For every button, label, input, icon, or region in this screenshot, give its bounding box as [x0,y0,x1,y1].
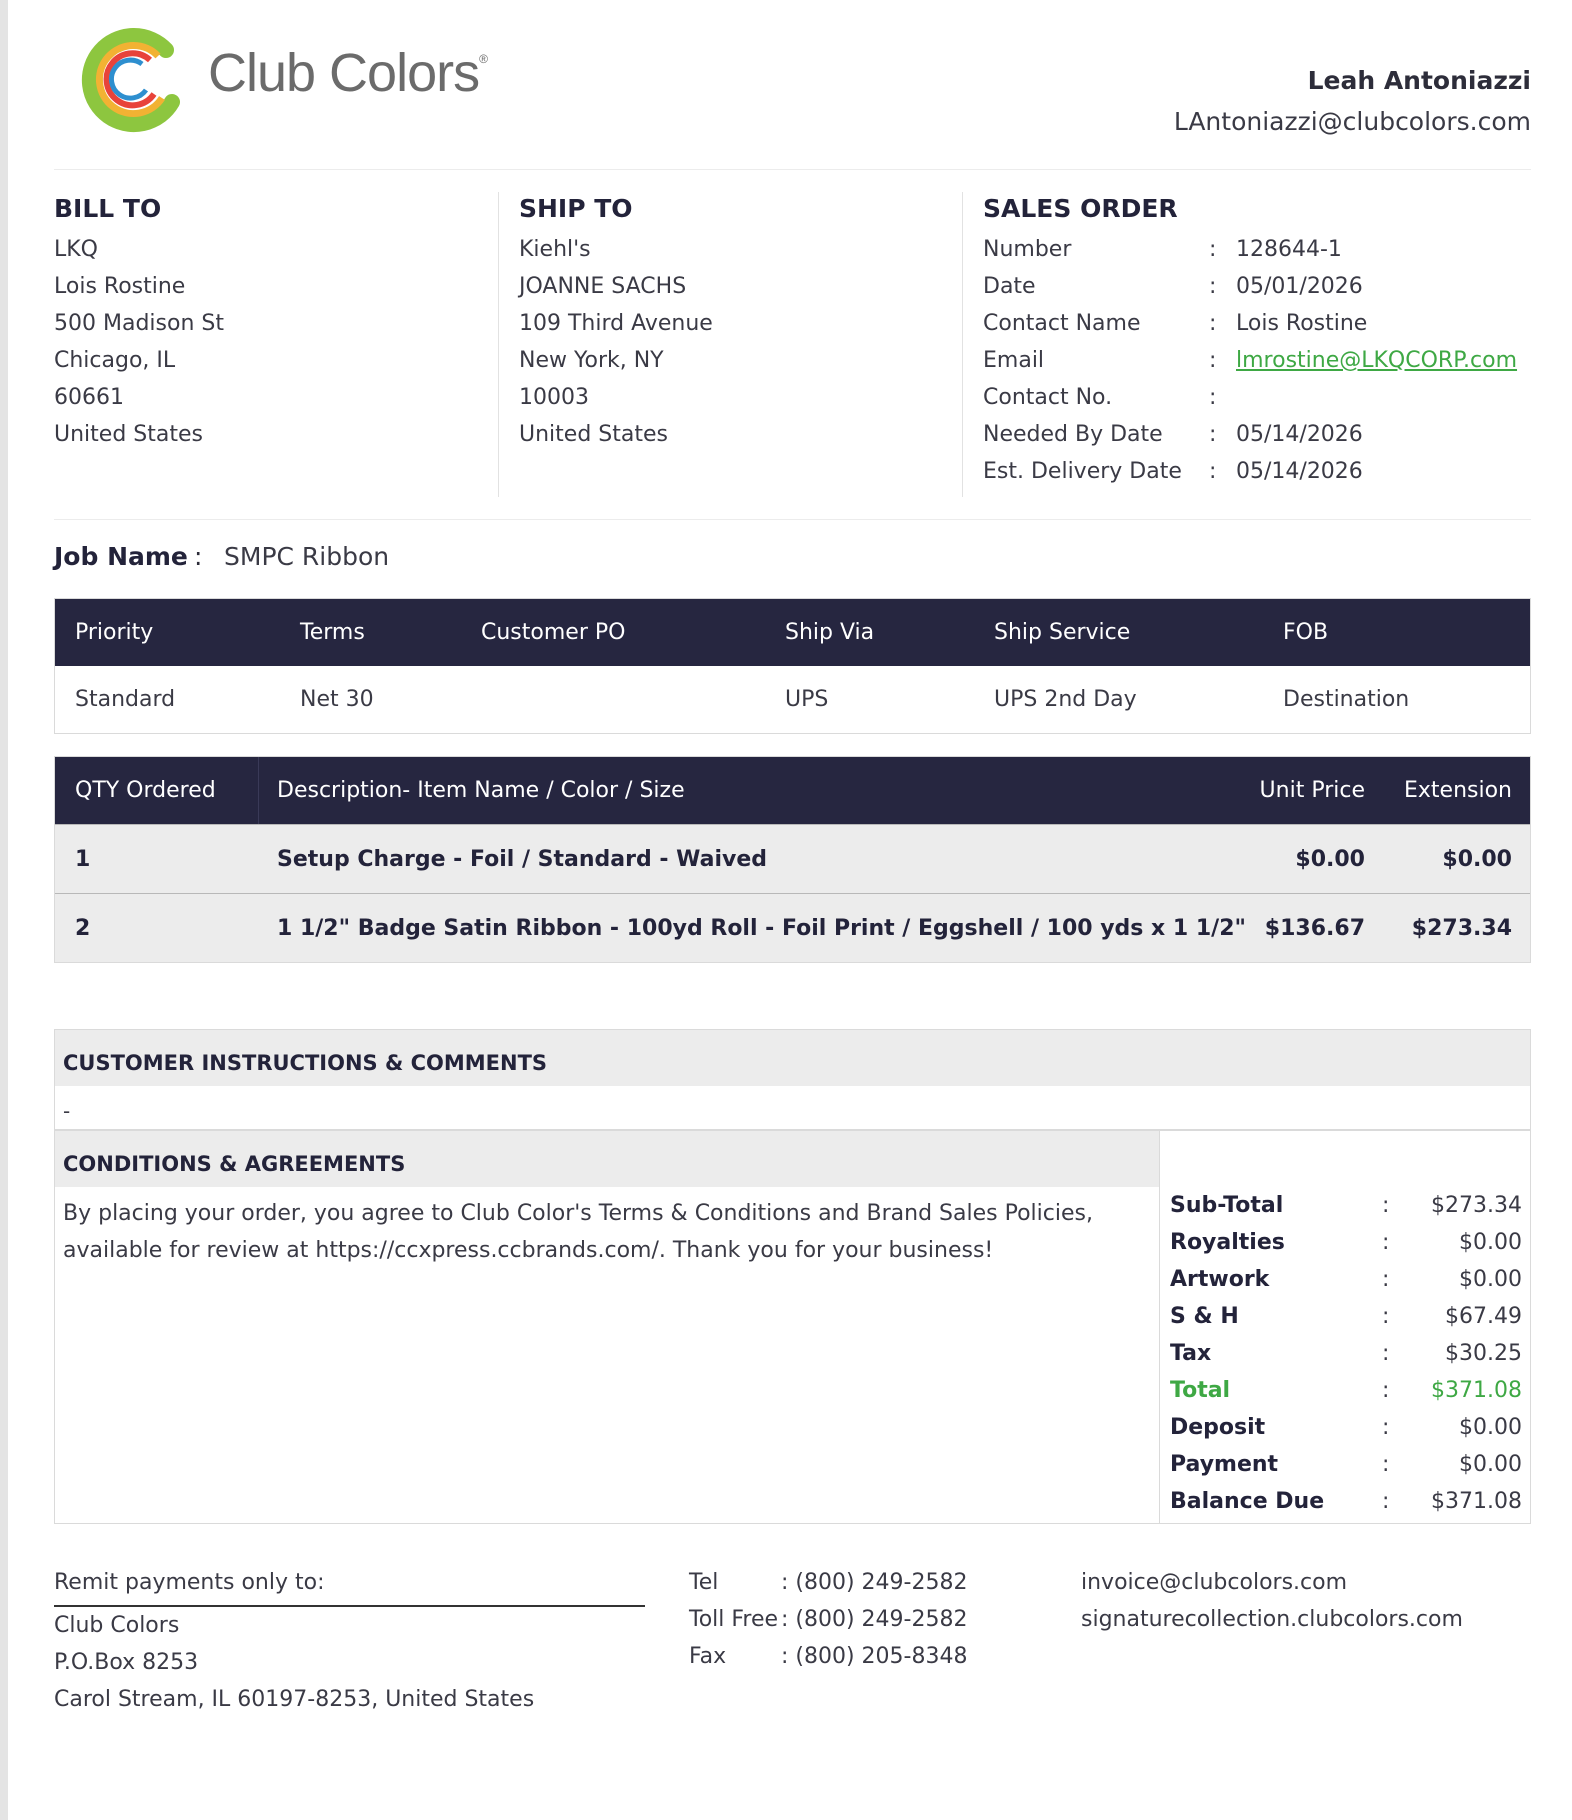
total-value: $0.00 [1459,1415,1522,1440]
total-separator: : [1382,1341,1390,1366]
job-name-separator: : [194,542,203,571]
total-value: $371.08 [1431,1489,1522,1514]
terms-value-row [55,666,1530,733]
subtotal-row [1170,1187,1522,1224]
item-description: Setup Charge - Foil / Standard - Waived [277,847,768,872]
contact-value: : (800) 249-2582 [781,1570,968,1595]
order-totals [1170,1187,1522,1520]
address-block [54,170,1531,520]
so-separator: : [1209,348,1217,373]
bill-to-line: 60661 [54,385,124,410]
total-label: Balance Due [1170,1489,1325,1514]
contact-label: Toll Free [689,1607,779,1632]
club-colors-logo [76,22,496,132]
grand-total-row [1170,1372,1522,1409]
ship-via-value: UPS [785,687,829,712]
remit-line: Club Colors [54,1613,180,1638]
order-terms-table [54,598,1531,734]
terms-header-row [55,599,1530,666]
so-delivery-row [983,453,1531,490]
logo-wordmark: Club Colors® [208,43,487,103]
header-priority: Priority [75,620,154,645]
total-label: Deposit [1170,1415,1266,1440]
contact-label: Fax [689,1644,727,1669]
sales-order-section [983,192,1531,497]
so-email-row [983,342,1531,379]
bill-to-title: BILL TO [54,194,162,223]
club-colors-c-icon [76,22,186,132]
total-value: $0.00 [1459,1267,1522,1292]
bill-to-section [54,192,499,497]
remit-title: Remit payments only to: [54,1564,645,1607]
rep-email[interactable]: LAntoniazzi@clubcolors.com [1173,107,1531,136]
job-name-label: Job Name [54,542,188,571]
so-contact-name: Lois Rostine [1236,311,1368,336]
total-label: Total [1170,1378,1231,1403]
tel-row [689,1564,989,1601]
so-number-row [983,231,1531,268]
terms-value: Net 30 [300,687,374,712]
sales-order-document [54,0,1531,1764]
document-header [54,0,1531,170]
remit-line: P.O.Box 8253 [54,1650,199,1675]
ship-to-line: 10003 [519,385,589,410]
website-link[interactable]: signaturecollection.clubcolors.com [1081,1607,1463,1632]
total-label: Tax [1170,1341,1212,1366]
so-separator: : [1209,385,1217,410]
total-separator: : [1382,1489,1390,1514]
bill-to-line: 500 Madison St [54,311,224,336]
total-value: $0.00 [1459,1230,1522,1255]
header-ship-via: Ship Via [785,620,875,645]
so-separator: : [1209,459,1217,484]
ship-service-value: UPS 2nd Day [994,687,1137,712]
total-separator: : [1382,1267,1390,1292]
total-separator: : [1382,1304,1390,1329]
ship-to-line: JOANNE SACHS [519,274,687,299]
item-unit-price: $0.00 [1295,847,1365,872]
priority-value: Standard [75,687,176,712]
so-phone-row [983,379,1531,416]
payment-row [1170,1446,1522,1483]
total-label: S & H [1170,1304,1239,1329]
header-extension: Extension [1403,778,1512,803]
contact-value: : (800) 205-8348 [781,1644,968,1669]
artwork-row [1170,1261,1522,1298]
item-unit-price: $136.67 [1264,916,1365,941]
so-separator: : [1209,237,1217,262]
conditions-title: CONDITIONS & AGREEMENTS [55,1131,1159,1187]
total-value: $273.34 [1431,1193,1522,1218]
header-qty: QTY Ordered [75,778,216,803]
ship-to-line: 109 Third Avenue [519,311,713,336]
balance-due-row [1170,1483,1522,1520]
deposit-row [1170,1409,1522,1446]
sales-order-title: SALES ORDER [983,194,1178,223]
so-contact-row [983,305,1531,342]
instructions-text: - [55,1086,1530,1130]
bill-to-line: Lois Rostine [54,274,186,299]
header-unit-price: Unit Price [1259,778,1365,803]
header-terms: Terms [300,620,365,645]
so-label: Contact No. [983,385,1113,410]
so-label: Contact Name [983,311,1141,336]
header-customer-po: Customer PO [481,620,626,645]
total-label: Royalties [1170,1230,1285,1255]
contact-label: Tel [689,1570,719,1595]
job-name-value: SMPC Ribbon [224,542,390,571]
royalties-row [1170,1224,1522,1261]
bill-to-line: LKQ [54,237,98,262]
so-separator: : [1209,311,1217,336]
customer-instructions [54,1029,1531,1131]
so-date-row [983,268,1531,305]
so-label: Number [983,237,1072,262]
sales-rep [1174,64,1531,142]
total-separator: : [1382,1230,1390,1255]
so-date: 05/01/2026 [1236,274,1363,299]
total-label: Payment [1170,1452,1279,1477]
invoice-email-link[interactable]: invoice@clubcolors.com [1081,1570,1348,1595]
header-ship-service: Ship Service [994,620,1131,645]
so-needed-date: 05/14/2026 [1236,422,1363,447]
bill-to-line: United States [54,422,203,447]
instructions-title: CUSTOMER INSTRUCTIONS & COMMENTS [55,1030,1530,1086]
total-separator: : [1382,1452,1390,1477]
item-extension: $0.00 [1442,847,1512,872]
total-separator: : [1382,1378,1390,1403]
fax-row [689,1638,989,1675]
total-label: Sub-Total [1170,1193,1284,1218]
so-separator: : [1209,422,1217,447]
total-value: $371.08 [1431,1378,1522,1403]
bill-to-line: Chicago, IL [54,348,176,373]
column-divider [258,757,259,824]
ship-to-line: Kiehl's [519,237,591,262]
window-edge [0,0,8,1820]
ship-to-line: New York, NY [519,348,664,373]
total-separator: : [1382,1193,1390,1218]
ship-to-section [519,192,963,497]
conditions-and-totals [54,1131,1531,1524]
header-fob: FOB [1283,620,1329,645]
so-label: Est. Delivery Date [983,459,1182,484]
so-number: 128644-1 [1236,237,1342,262]
ship-to-title: SHIP TO [519,194,633,223]
so-delivery-date: 05/14/2026 [1236,459,1363,484]
table-row [55,824,1530,893]
shipping-row [1170,1298,1522,1335]
toll-free-row [689,1601,989,1638]
header-description: Description- Item Name / Color / Size [277,778,685,803]
document-footer [54,1564,1531,1764]
so-label: Date [983,274,1036,299]
total-value: $67.49 [1445,1304,1522,1329]
so-separator: : [1209,274,1217,299]
rep-name: Leah Antoniazzi [1307,66,1531,95]
ship-to-line: United States [519,422,668,447]
contact-value: : (800) 249-2582 [781,1607,968,1632]
line-items-table [54,756,1531,963]
item-qty: 1 [75,847,91,872]
items-header-row [55,757,1530,824]
remit-line: Carol Stream, IL 60197-8253, United States [54,1687,535,1712]
conditions-section [55,1131,1160,1523]
contact-numbers [689,1564,989,1675]
web-contacts [1081,1564,1463,1638]
fob-value: Destination [1283,687,1410,712]
item-qty: 2 [75,916,91,941]
conditions-text: By placing your order, you agree to Club Color's Terms & Conditions and Brand Sales Policies, available for review at https://ccxpress.ccbrands.com/. Thank you for your business! [63,1201,1093,1263]
so-needed-row [983,416,1531,453]
total-separator: : [1382,1415,1390,1440]
job-name-row [54,520,1531,598]
so-label: Email [983,348,1045,373]
total-label: Artwork [1170,1267,1270,1292]
so-email-link[interactable]: lmrostine@LKQCORP.com [1236,348,1518,373]
item-extension: $273.34 [1411,916,1512,941]
item-description: 1 1/2" Badge Satin Ribbon - 100yd Roll - Foil Print / Eggshell / 100 yds x 1 1/2" [277,916,1246,941]
remit-address [54,1564,645,1718]
table-row [55,893,1530,962]
total-value: $0.00 [1459,1452,1522,1477]
total-value: $30.25 [1445,1341,1522,1366]
so-label: Needed By Date [983,422,1163,447]
tax-row [1170,1335,1522,1372]
